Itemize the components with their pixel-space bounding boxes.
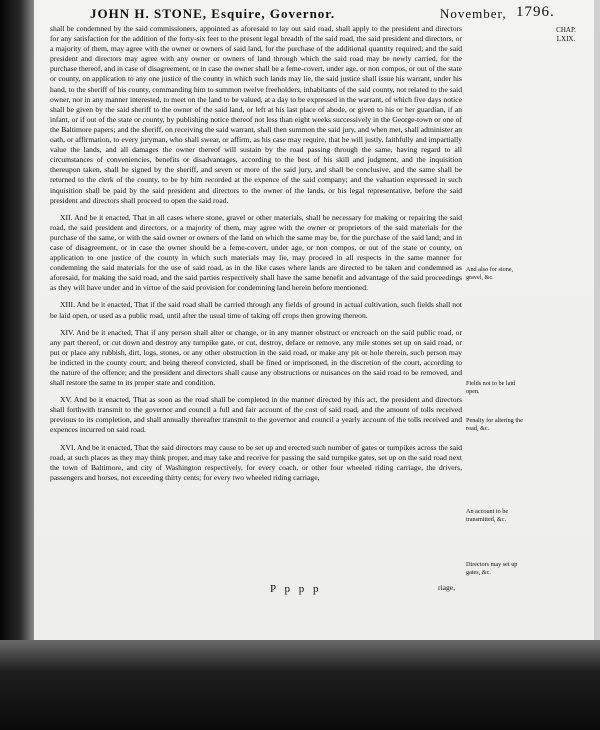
section-xiv: XIV. And be it enacted, That if any person shall alter or change, or in any manner obstruct or encroach on the said public road, or any part thereof, or cut down and destroy any turnpike gate, or cut, destroy, deface or remove, any mile stones set up on said road, or put or place any rubbish, dirt, logs, stones, or any other obstruction in the said road, or make any pit or hole therein, such person may be indicted in the county court, and being thereof convicted, shall be fined or imprisoned, in the discretion of the court, according to the nature of the offence; and the president and directors shall cause any obstructions or nuisances on the said road to be removed, and shall restore the same to its proper state and condition.: [50, 327, 462, 388]
margin-note-stone-gravel: And also for stone, gravel, &c.: [466, 266, 514, 281]
margin-note-gates: Directors may set up gates, &c.: [466, 561, 518, 576]
margin-note-fields: Fields not to be laid open.: [466, 380, 516, 395]
scan-shadow-bottom: [0, 640, 600, 730]
chapter-number: LXIX.: [556, 35, 576, 43]
catchword: riage,: [438, 583, 456, 592]
paragraph-continuation: shall be condemned by the said commissioners, appointed as aforesaid to lay out said road, shall apply to the president and directors for any satisfaction for the addition of the forty-six feet to the present legal breadth of the said road, the said president and directors, or a majority of them, may agree with the owner or owners of said land, for the purchase of the additional quantity required; and the said president and directors may agree with any owner or owners of land through which the said road may be newly carried, for the purchase thereof, and in case of disagreement, or in case the owner shall be a feme-covert, under age, or non compos, or out of the state or county, on application to any one justice of the county in which such lands may lie, the said justice shall issue his warrant, under his hand, to the sheriff of his county, commanding him to summon twelve freeholders, inhabitants of the said county, not related to the said owner, nor in any manner interested, to meet on the land to be valued, at a day to be expressed in the warrant, of which five days notice shall be given by the said sheriff to the owner of the said land, or left at his last place of abode, or given to his or her guardian, if an infant, or if out of the state or county, by publishing notice thereof not less than eight weeks successively in the George-town or one of the Baltimore papers; and the sheriff, on receiving the said warrant, shall then summon the said jury, and when met, shall administer an oath, or affirmation, to every juryman, who shall swear, or affirm, as his case may require, that he will justly, faithfully and impartially value the lands, and all damages the owner thereof will sustain by the road passing through the same, having regard to all circumstances of conveniencies, benefits or disadvantages, according to the best of his skill and judgment, and the inquisition thereupon taken, shall be signed by the sheriff, and seven or more of the said jury, and shall be conclusive, and the same shall be returned to the clerk of the county, to be by him recorded at the expence of the said company; and the valuation expressed in such inquisition shall be paid by the said president and directors to the owner of the lands, or his legal representative, before the said president and directors shall proceed to open the said road.: [50, 24, 463, 205]
scan-edge-right: [594, 0, 600, 730]
body-text: [50, 24, 462, 483]
running-header: [40, 6, 560, 24]
margin-note-account: An account to be transmitted, &c.: [466, 508, 509, 523]
signature-mark: P p p p: [270, 583, 322, 595]
header-year: 1796.: [516, 4, 555, 20]
header-title: JOHN H. STONE, Esquire, Governor.: [90, 6, 336, 21]
chapter-word: CHAP.: [556, 26, 576, 34]
section-xvi: XVI. And be it enacted, That the said directors may cause to be set up and erected such number of gates or turnpikes across the said road, at such places as they may think proper, and may take and receive for passing the said turnpike gates, set up on the said road next the town of Baltimore, and city of Washington respectively, for every coach, or other four wheeled riding carriage, the drivers, passengers and horses, not exceeding thirty cents; for every two wheeled riding carriage,: [50, 442, 462, 482]
header-month: November,: [440, 6, 507, 21]
section-xv: XV. And be it enacted, That as soon as the road shall be completed in the manner directed by this act, the president and directors shall forthwith transmit to the governor and council a full and fair account of the cost of said road, and the amount of tolls received previous to its completion, and shall annually thereafter transmit to the governor and council a yearly account of the tolls received and expences incurred on said road.: [50, 395, 462, 435]
section-xiii: XIII. And be it enacted, That if the said road shall be carried through any fields of ground in actual cultivation, such fields shall not be laid open, or used as a public road, until after the usual time of taking off crops then growing thereon.: [50, 300, 462, 320]
chapter-label: [546, 26, 586, 44]
section-xii: XII. And be it enacted, That in all cases where stone, gravel or other materials, shall be necessary for making or repairing the said road, the said president and directors, or a majority of them, may agree with the owner or proprietors of the said materials for the purchase of the same, or with the said owner or owners of the land on which the same may be, for the purchase of the said land; and in case of disagreement, or in case the owner should be a feme-covert, under age, or non compos, or out of the state or county, on application to one justice of the county in which such materials may lie, may proceed in all respects in the same manner for condemning the said materials for the use of said road, as in the like cases where lands are directed to be taken and condemned as aforesaid, for making the said road, and the said parties respectively shall have the same benefit and advantage of the said proceedings as they will have under and in virtue of the said provision for condemning land herein before mentioned.: [50, 212, 462, 293]
margin-note-penalty: Penalty for altering the road, &c.: [466, 417, 523, 432]
scan-shadow-left: [0, 0, 34, 730]
